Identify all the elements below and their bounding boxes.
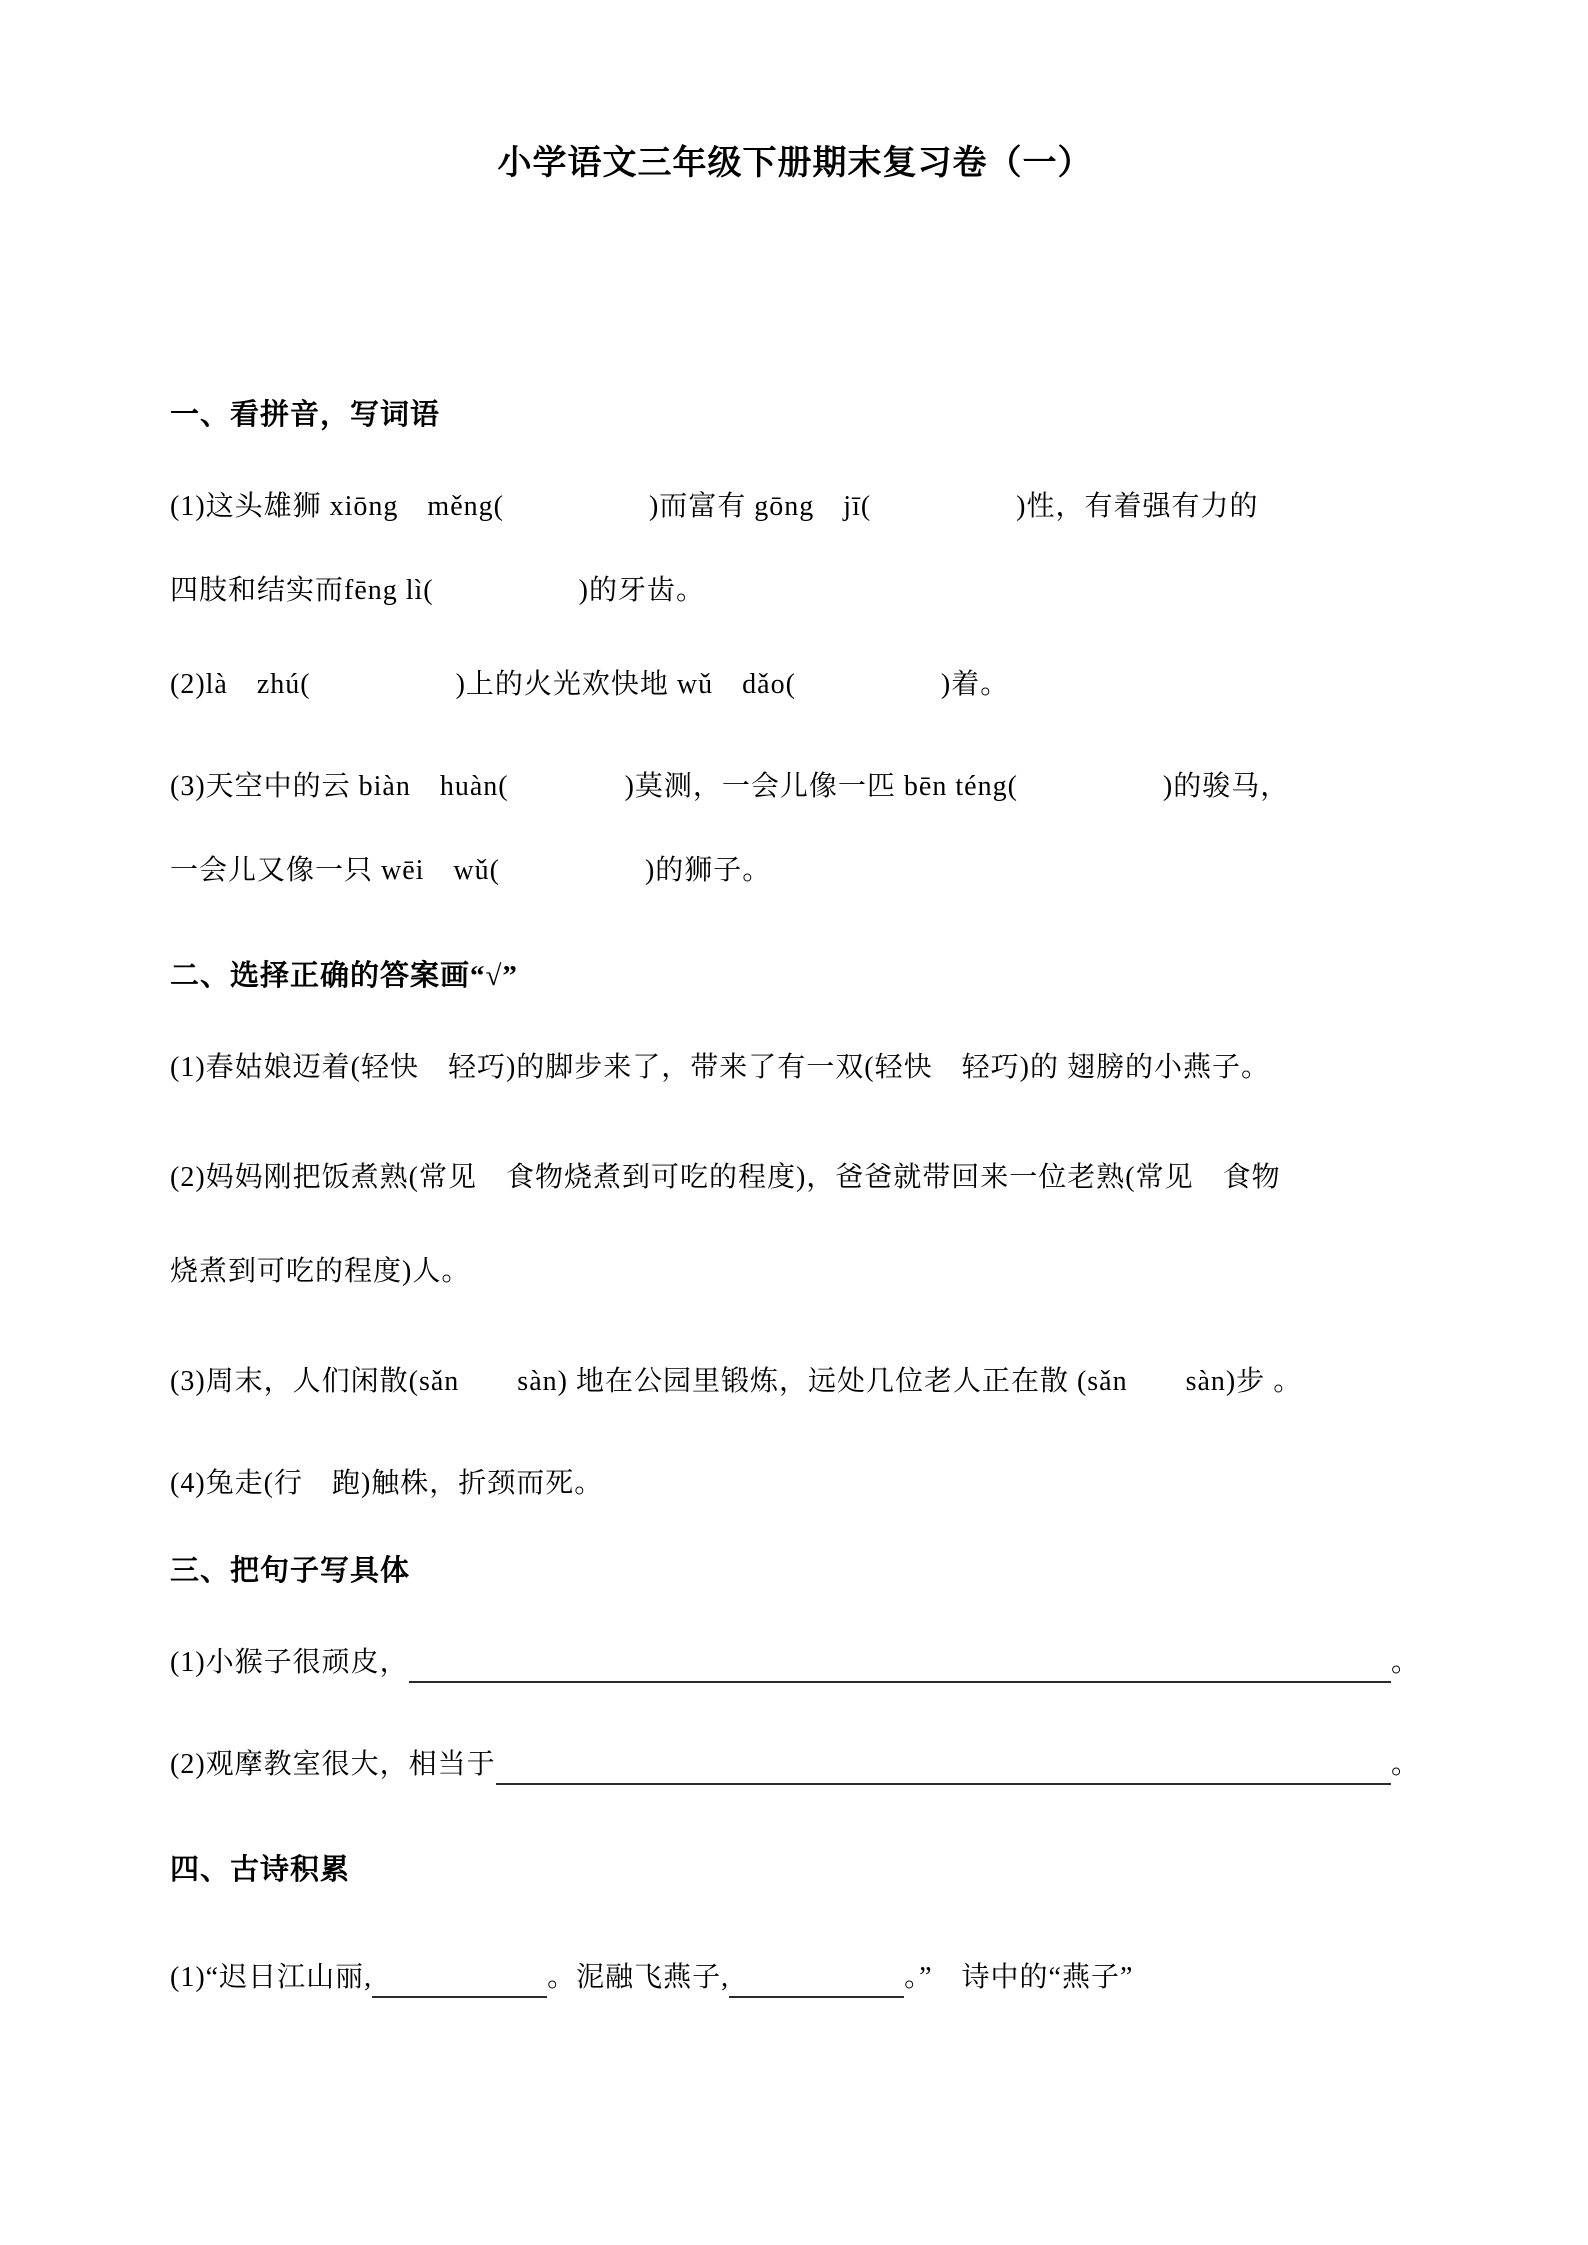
s1-question-2: (2)là zhú( )上的火光欢快地 wǔ dǎo( )着。 (170, 669, 1010, 700)
s2-question-1: (1)春姑娘迈着(轻快 轻巧)的脚步来了，带来了有一双(轻快 轻巧)的 翅膀的小燕子。 (170, 1052, 1270, 1083)
s4-question-1-seg2: 。泥融飞燕子, (547, 1962, 730, 1993)
s1-question-1-line-2: 四肢和结实而fēng lì( )的牙齿。 (170, 575, 705, 606)
section-3-heading: 三、把句子写具体 (170, 1555, 411, 1587)
s4-question-1-seg3: 。” 诗中的“燕子” (904, 1962, 1134, 1993)
s1-question-3-line-2: 一会儿又像一只 wēi wǔ( )的狮子。 (170, 855, 772, 886)
section-4-heading: 四、古诗积累 (170, 1854, 351, 1886)
s4-question-1-seg1: (1)“迟日江山丽, (170, 1962, 373, 1993)
answer-blank (409, 1647, 1391, 1683)
s3-question-1-period: 。 (1390, 1647, 1420, 1678)
s1-question-1-line-1: (1)这头雄狮 xiōng měng( )而富有 gōng jī( )性，有着强有力的 (170, 491, 1259, 522)
s3-question-1-text: (1)小猴子很顽皮， (170, 1647, 409, 1678)
answer-blank (496, 1749, 1391, 1785)
section-2-heading: 二、选择正确的答案画“√” (170, 960, 518, 992)
section-1-heading: 一、看拼音，写词语 (170, 399, 441, 431)
s2-question-2-line-1: (2)妈妈刚把饭煮熟(常见 食物烧煮到可吃的程度)，爸爸就带回来一位老熟(常见 食物 (170, 1162, 1281, 1193)
page-title: 小学语文三年级下册期末复习卷（一） (497, 145, 1093, 182)
s3-question-1 (170, 1643, 1420, 1683)
s1-question-3-line-1: (3)天空中的云 biàn huàn( )莫测，一会儿像一匹 bēn téng( )的骏马， (170, 771, 1290, 802)
answer-blank (372, 1962, 547, 1998)
s2-question-4: (4)兔走(行 跑)触株，折颈而死。 (170, 1468, 604, 1499)
s3-question-2-text: (2)观摩教室很大，相当于 (170, 1749, 496, 1780)
s4-question-1 (170, 1958, 1420, 1998)
s3-question-2 (170, 1745, 1420, 1785)
s2-question-3: (3)周末，人们闲散(sǎn sàn) 地在公园里锻炼，远处几位老人正在散 (sǎn sàn)步 。 (170, 1366, 1303, 1397)
s2-question-2-line-2: 烧煮到可吃的程度)人。 (170, 1256, 471, 1287)
answer-blank (729, 1962, 904, 1998)
s3-question-2-period: 。 (1390, 1749, 1420, 1780)
